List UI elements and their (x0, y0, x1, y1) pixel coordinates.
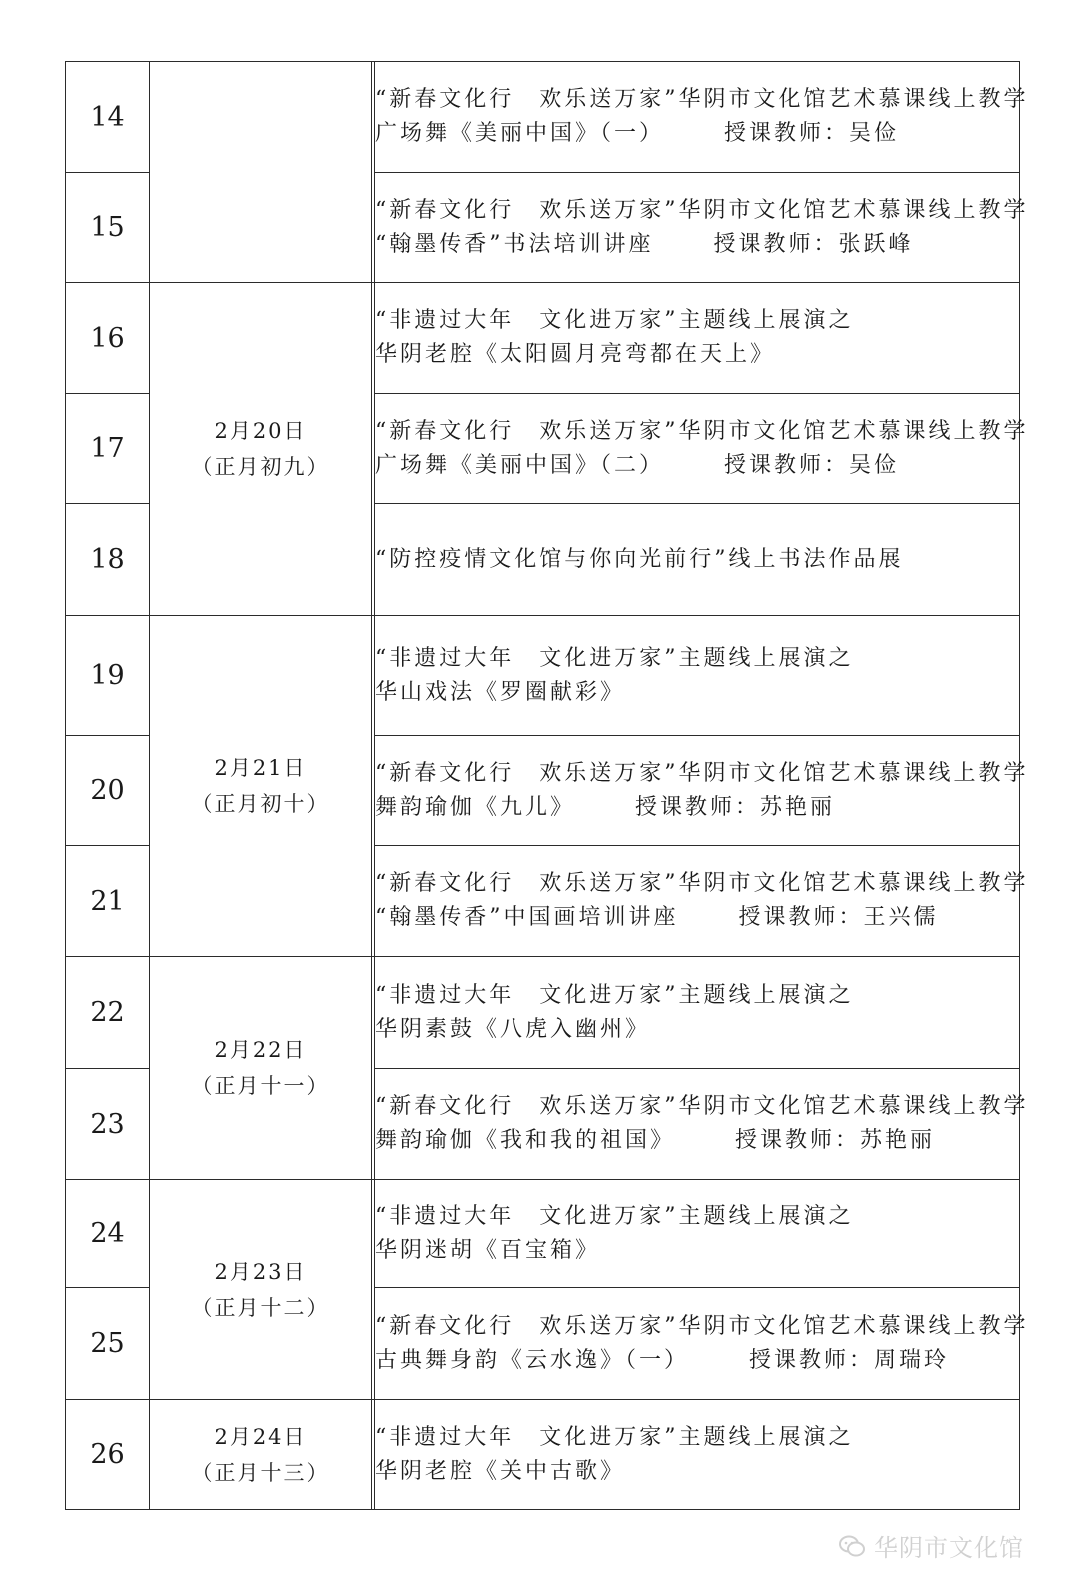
date-cell (150, 957, 372, 1180)
table-row (66, 1180, 1020, 1288)
table-row (66, 62, 1020, 173)
content-cell (375, 394, 1029, 504)
date-cell (150, 1400, 372, 1510)
activity-item: 华阴老腔《太阳圆月亮弯都在天上》 (375, 342, 776, 367)
teacher-name: 授课教师：苏艳丽 (735, 1128, 936, 1153)
date-label: 2月22日 (214, 1038, 307, 1062)
row-number: 17 (66, 394, 150, 504)
schedule-table (65, 61, 1029, 1510)
lunar-date-label: （正月初九） (191, 455, 330, 479)
lunar-date-label: （正月十二） (191, 1295, 330, 1320)
activity-title: “新春文化行 欢乐送万家”华阴市文化馆艺术慕课线上教学 (375, 87, 1029, 112)
activity-title: “非遗过大年 文化进万家”主题线上展演之 (375, 1424, 854, 1450)
activity-title: “新春文化行 欢乐送万家”华阴市文化馆艺术慕课线上教学 (375, 1313, 1029, 1339)
activity-title: “新春文化行 欢乐送万家”华阴市文化馆艺术慕课线上教学 (375, 418, 1029, 444)
content-cell (375, 846, 1029, 957)
wechat-icon (838, 1534, 866, 1558)
teacher-name: 授课教师：苏艳丽 (635, 794, 836, 820)
activity-title: “新春文化行 欢乐送万家”华阴市文化馆艺术慕课线上教学 (375, 871, 1029, 896)
activity-title: “新春文化行 欢乐送万家”华阴市文化馆艺术慕课线上教学 (375, 1094, 1029, 1119)
content-cell (375, 62, 1029, 173)
date-cell (150, 616, 372, 957)
activity-title: “新春文化行 欢乐送万家”华阴市文化馆艺术慕课线上教学 (375, 760, 1029, 786)
content-cell (375, 283, 1020, 394)
row-number: 18 (66, 504, 150, 616)
row-number: 19 (66, 616, 150, 736)
date-label: 2月20日 (214, 419, 307, 443)
table-row (66, 1400, 1020, 1510)
content-cell (375, 1288, 1029, 1400)
activity-item: 华阴素鼓《八虎入幽州》 (375, 1016, 651, 1042)
date-label: 2月23日 (214, 1259, 307, 1284)
date-cell (150, 1180, 372, 1400)
content-cell (375, 616, 1020, 736)
teacher-name: 授课教师：周瑞玲 (749, 1347, 950, 1373)
content-cell (375, 1180, 1020, 1288)
row-number: 16 (66, 283, 150, 394)
table-row (66, 283, 1020, 394)
row-number: 22 (66, 957, 150, 1069)
lunar-date-label: （正月十一） (191, 1074, 330, 1098)
activity-item: 广场舞《美丽中国》（一） (375, 121, 665, 146)
row-number: 24 (66, 1180, 150, 1288)
date-label: 2月24日 (214, 1424, 307, 1449)
row-number: 23 (66, 1069, 150, 1180)
watermark (838, 1528, 1024, 1563)
content-cell (375, 736, 1029, 846)
activity-title: “非遗过大年 文化进万家”主题线上展演之 (375, 308, 854, 333)
content-cell (375, 504, 1020, 616)
activity-item: 华山戏法《罗圈献彩》 (375, 679, 626, 705)
row-number: 15 (66, 173, 150, 283)
row-number: 14 (66, 62, 150, 173)
content-cell (375, 1400, 1020, 1510)
date-cell (150, 283, 372, 616)
content-cell (375, 1069, 1029, 1180)
date-label: 2月21日 (214, 756, 307, 780)
activity-item: “翰墨传香”书法培训讲座 (375, 231, 654, 257)
content-cell (375, 173, 1029, 283)
activity-title: “非遗过大年 文化进万家”主题线上展演之 (375, 1203, 854, 1229)
watermark-label: 华阴市文化馆 (874, 1534, 1024, 1562)
activity-title: “防控疫情文化馆与你向光前行”线上书法作品展 (375, 546, 904, 572)
content-cell (375, 957, 1020, 1069)
activity-title: “新春文化行 欢乐送万家”华阴市文化馆艺术慕课线上教学 (375, 197, 1029, 223)
teacher-name: 授课教师：王兴儒 (738, 905, 939, 930)
activity-item: 广场舞《美丽中国》（二） (375, 452, 665, 478)
row-number: 20 (66, 736, 150, 846)
activity-title: “非遗过大年 文化进万家”主题线上展演之 (375, 645, 854, 671)
activity-title: “非遗过大年 文化进万家”主题线上展演之 (375, 982, 854, 1008)
table-row (66, 957, 1020, 1069)
row-number: 25 (66, 1288, 150, 1400)
activity-item: 华阴迷胡《百宝箱》 (375, 1237, 601, 1263)
teacher-name: 授课教师：张跃峰 (713, 231, 914, 257)
activity-item: 舞韵瑜伽《我和我的祖国》 (375, 1128, 676, 1153)
row-number: 21 (66, 846, 150, 957)
activity-item: “翰墨传香”中国画培训讲座 (375, 905, 679, 930)
lunar-date-label: （正月十三） (191, 1460, 330, 1485)
table-row (66, 616, 1020, 736)
activity-item: 古典舞身韵《云水逸》（一） (375, 1347, 690, 1373)
row-number: 26 (66, 1400, 150, 1510)
date-cell-empty (150, 62, 372, 283)
activity-item: 舞韵瑜伽《九儿》 (375, 794, 576, 820)
teacher-name: 授课教师：吴俭 (724, 121, 900, 146)
teacher-name: 授课教师：吴俭 (724, 452, 900, 478)
activity-item: 华阴老腔《关中古歌》 (375, 1458, 626, 1484)
lunar-date-label: （正月初十） (191, 792, 330, 816)
